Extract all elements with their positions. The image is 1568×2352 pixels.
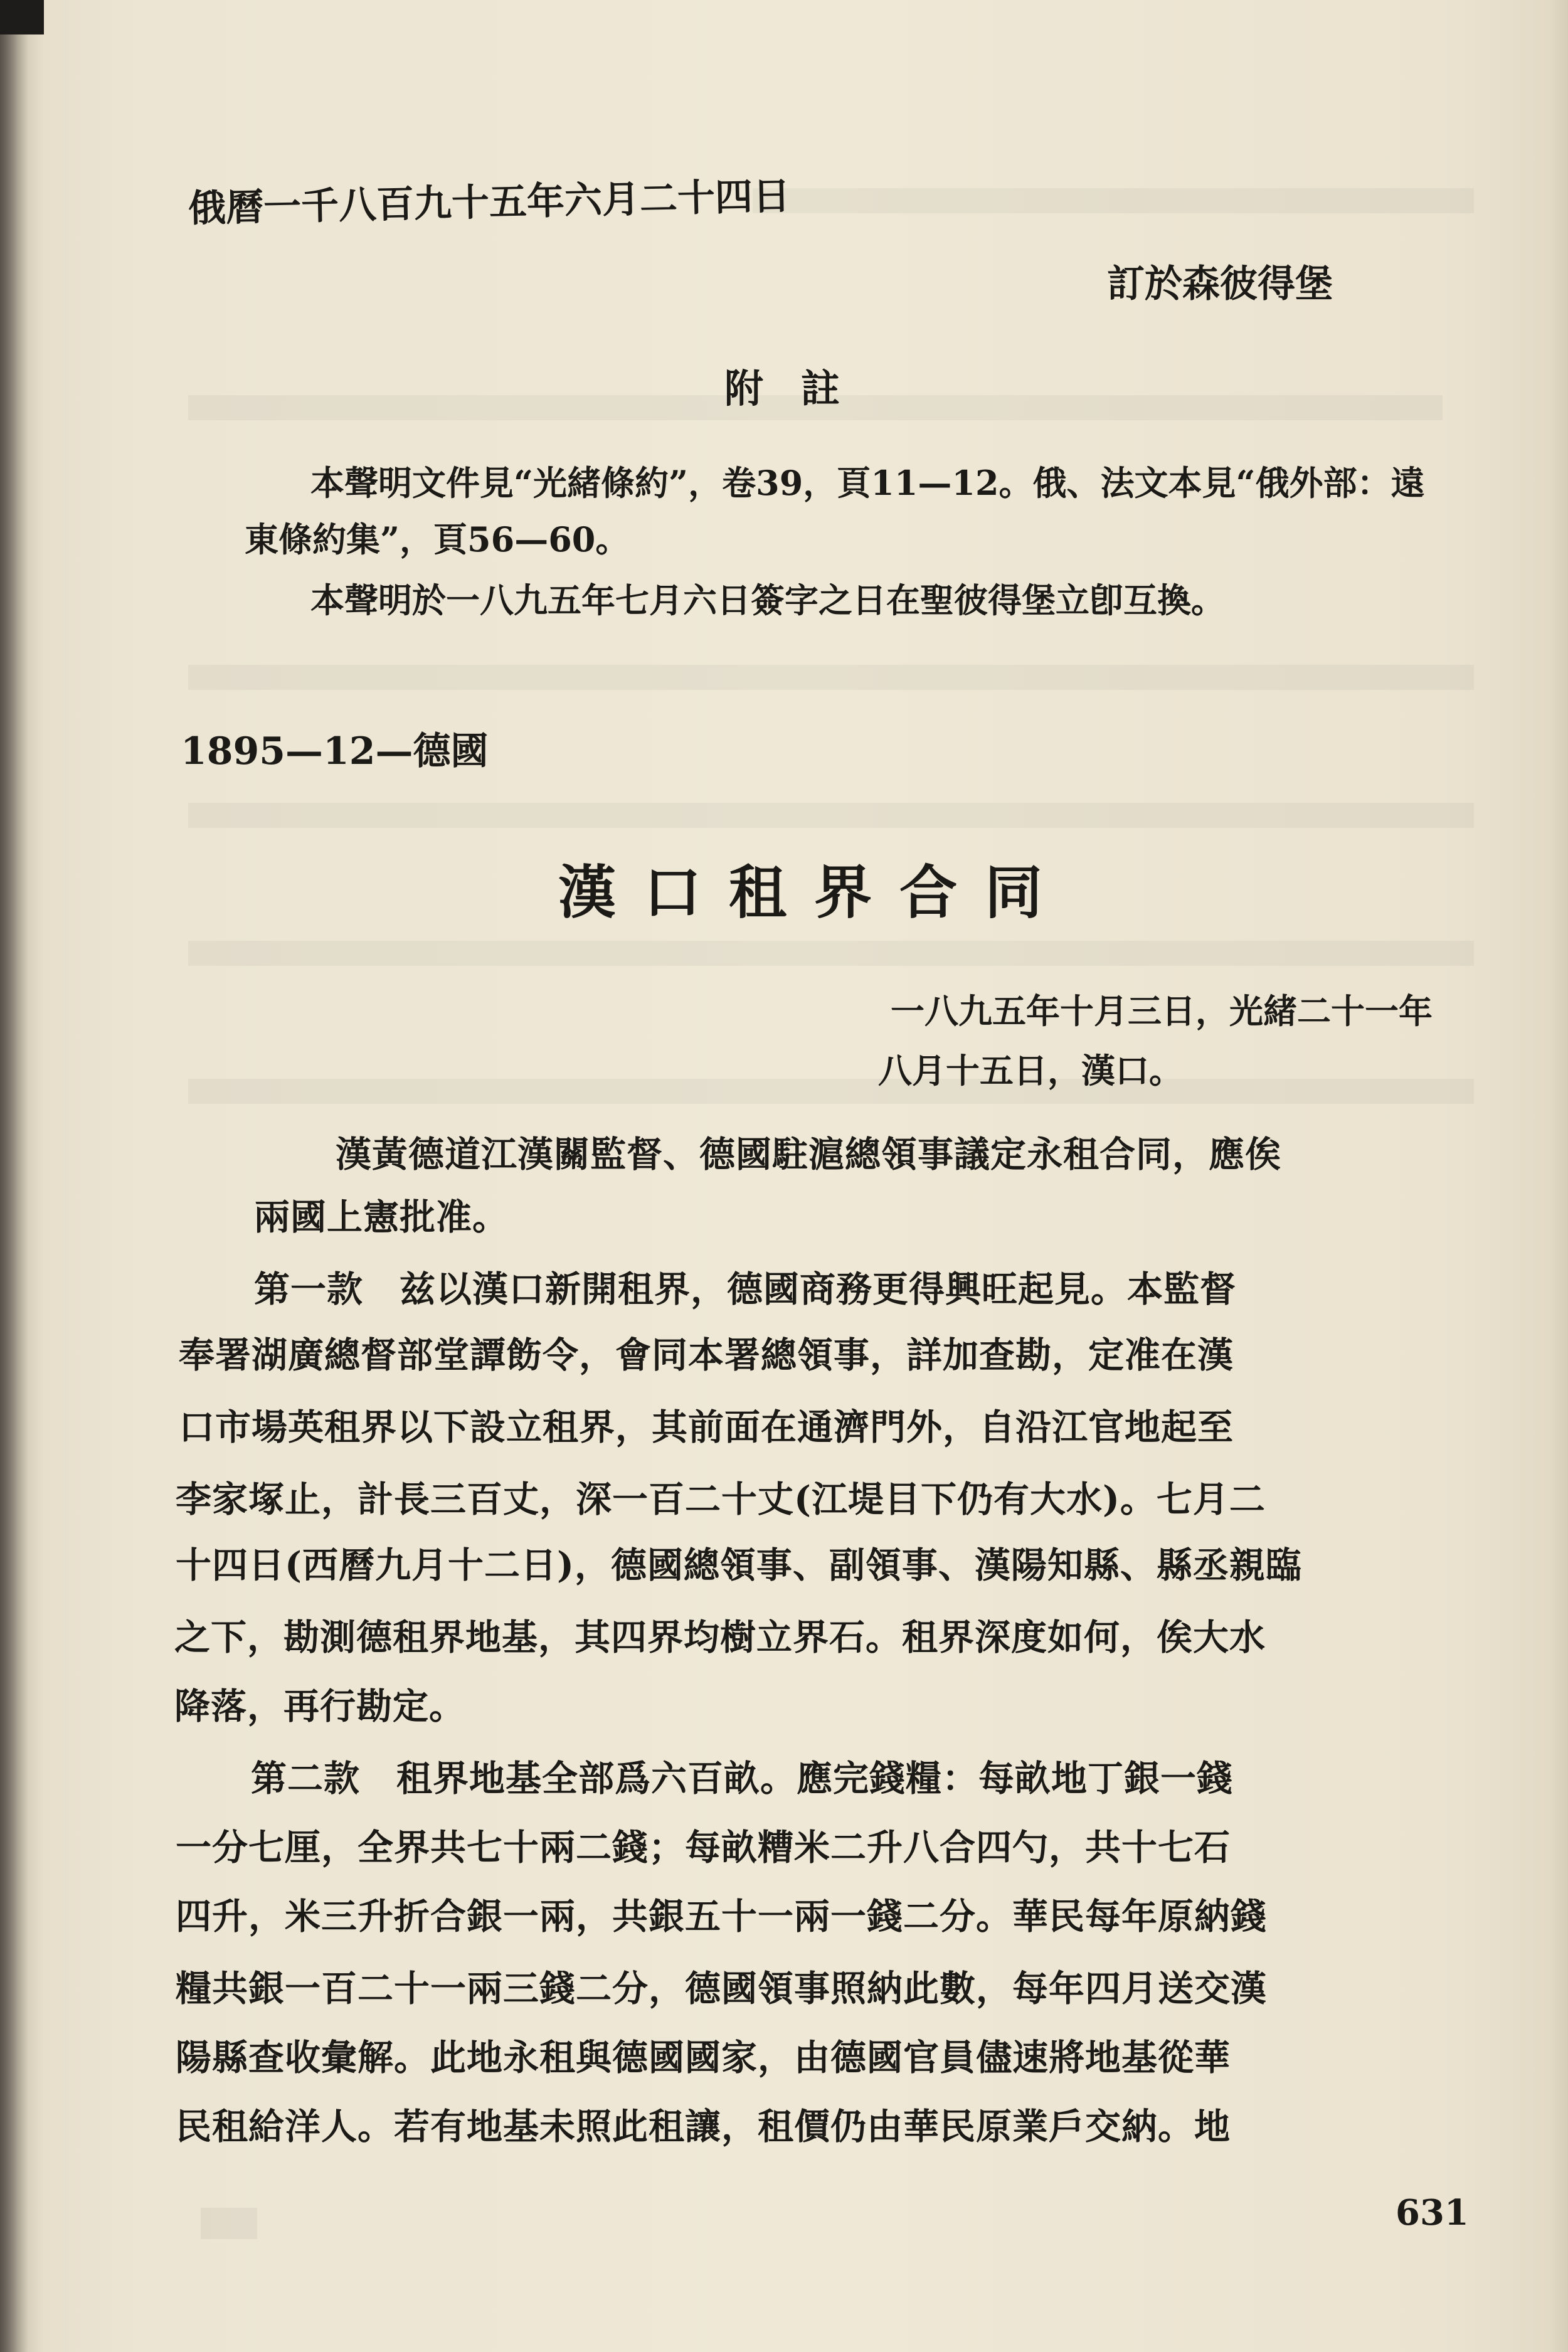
page-number: 631 [1396,2192,1469,2233]
treaty-date-line-1: 一八九五年十月三日，光緒二十一年 [891,991,1433,1031]
treaty-title: 漢口租界合同 [558,859,1071,926]
body-line-3: 第一款 兹以漢口新開租界，德國商務更得興旺起見。本監督 [254,1268,1236,1310]
notes-title: 附註 [724,366,878,411]
body-line-12: 四升，米三升折合銀一兩，共銀五十一兩一錢二分。華民每年原納錢 [176,1895,1267,1937]
section-label: 1895—12—德國 [181,729,489,773]
body-line-10: 第二款 租界地基全部爲六百畝。應完錢糧：每畝地丁銀一錢 [251,1757,1233,1799]
note-line-1: 本聲明文件見“光緒條約”，卷39，頁11—12。俄、法文本見“俄外部：遠 [310,463,1425,503]
body-line-1: 漢黃德道江漢關監督、德國駐滬總領事議定永租合同，應俟 [336,1133,1281,1175]
body-line-6: 李家塚止，計長三百丈，深一百二十丈(江堤目下仍有大水)。七月二 [176,1478,1266,1520]
body-line-13: 糧共銀一百二十一兩三錢二分，德國領事照納此數，每年四月送交漢 [176,1968,1267,2010]
body-line-2: 兩國上憲批准。 [254,1196,509,1238]
date-line: 俄曆一千八百九十五年六月二十四日 [188,174,791,231]
body-line-7: 十四日(西曆九月十二日)，德國總領事、副領事、漢陽知縣、縣丞親臨 [176,1544,1302,1586]
bleed-through-page-number [201,2208,257,2239]
bleed-through-line [188,665,1474,721]
body-line-11: 一分七厘，全界共七十兩二錢；每畝糟米二升八合四勺，共十七石 [176,1826,1231,1868]
body-line-5: 口市場英租界以下設立租界，其前面在通濟門外，自沿江官地起至 [179,1406,1234,1448]
gutter-shadow [0,0,28,2352]
body-line-15: 民租給洋人。若有地基未照此租讓，租價仍由華民原業戶交納。地 [176,2106,1231,2148]
body-line-9: 降落，再行勘定。 [174,1685,465,1727]
body-line-14: 陽縣查收彙解。此地永租與德國國家，由德國官員儘速將地基從華 [176,2037,1231,2079]
treaty-date-line-2: 八月十五日，漢口。 [878,1051,1183,1091]
note-line-2: 東條約集”，頁56—60。 [245,519,630,559]
body-line-4: 奉署湖廣總督部堂譚飭令，會同本署總領事，詳加查勘，定准在漢 [179,1334,1234,1376]
bleed-through-line [753,188,1474,245]
body-line-8: 之下，勘測德租界地基，其四界均樹立界石。租界深度如何，俟大水 [174,1616,1266,1658]
note-line-3: 本聲明於一八九五年七月六日簽字之日在聖彼得堡立卽互換。 [310,580,1225,620]
dark-corner [0,0,44,34]
signed-place: 訂於森彼得堡 [1107,262,1333,306]
